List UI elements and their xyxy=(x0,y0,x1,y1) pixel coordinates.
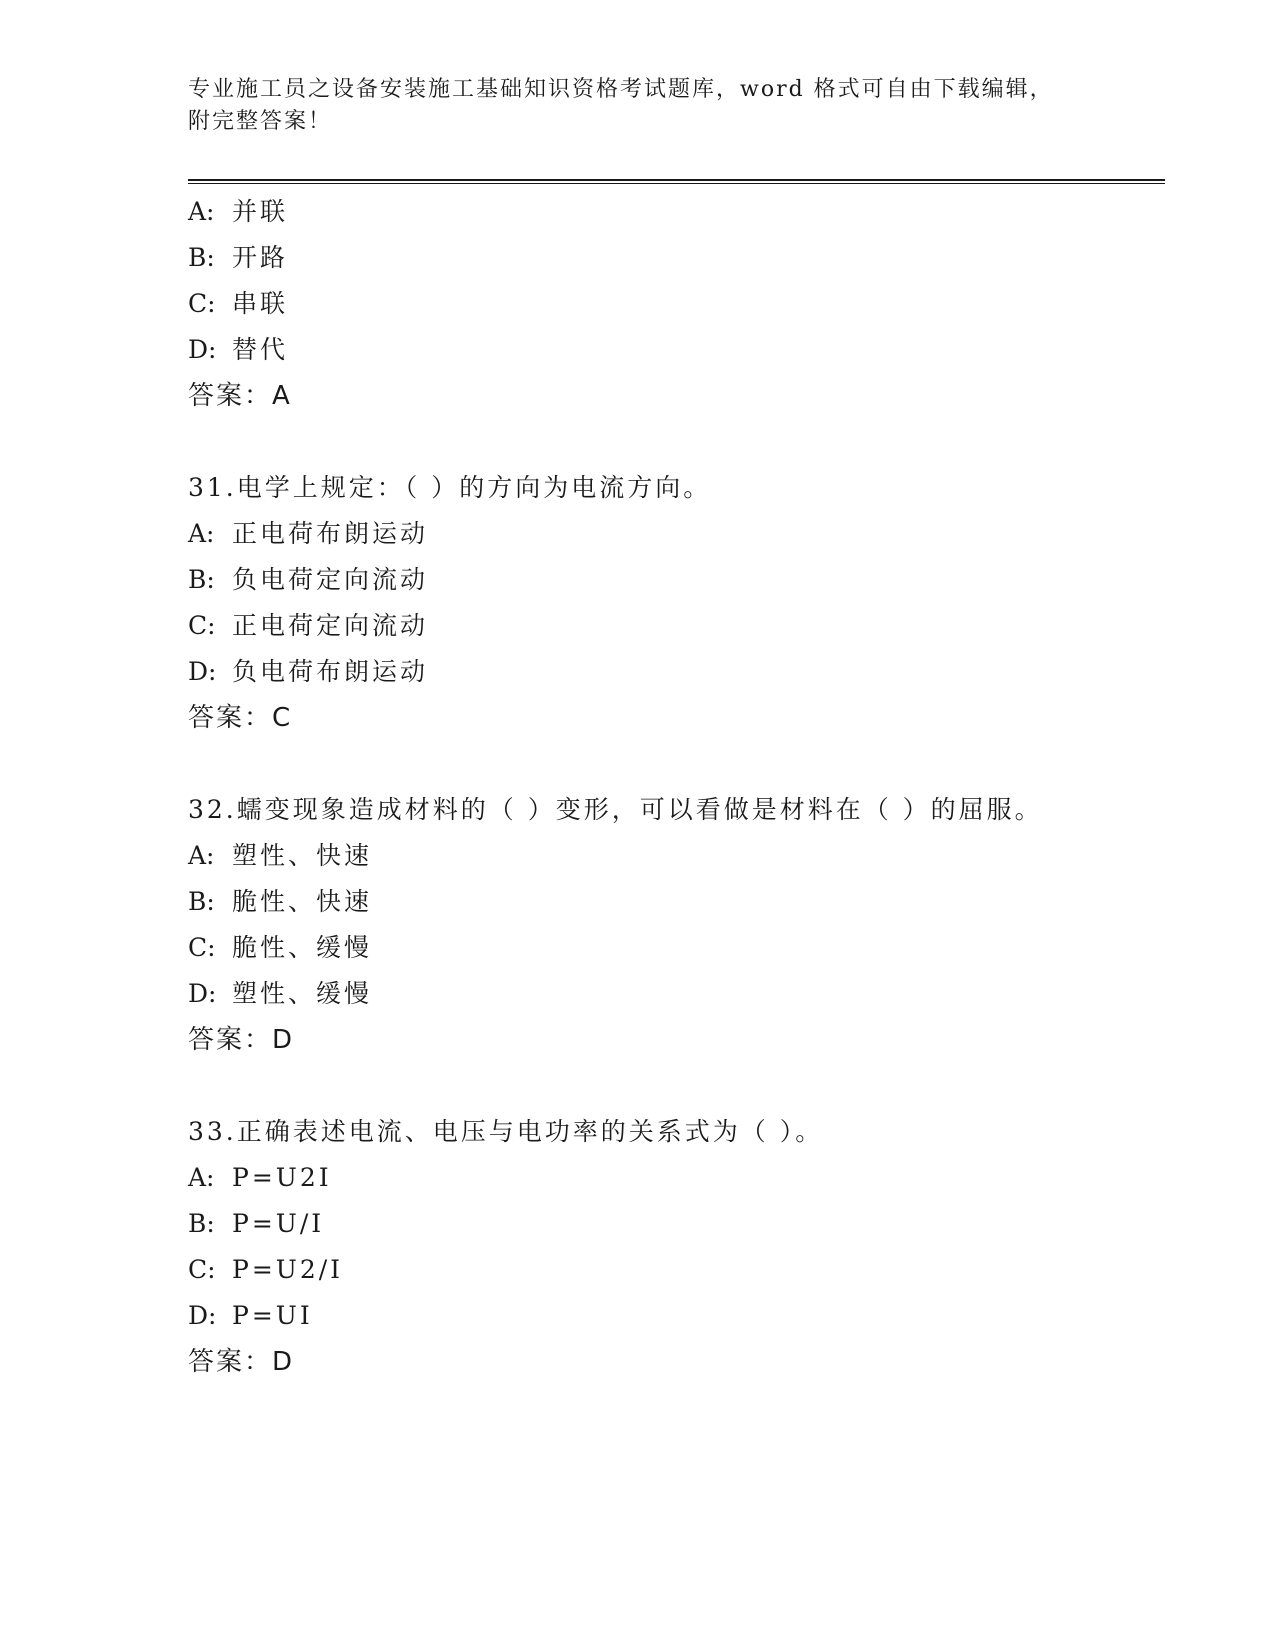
document-header xyxy=(188,74,1068,138)
option-b xyxy=(188,1201,1148,1247)
option-b xyxy=(188,557,1148,603)
option-letter: D: xyxy=(188,1301,217,1330)
option-letter: C: xyxy=(188,611,216,640)
option-d xyxy=(188,1293,1148,1339)
question-stem: 31.电学上规定：（ ）的方向为电流方向。 xyxy=(188,473,712,502)
option-d xyxy=(188,327,1148,373)
option-text: 塑性、快速 xyxy=(232,841,373,870)
question-block-32 xyxy=(188,787,1148,1063)
option-letter: A: xyxy=(188,1163,215,1192)
option-text: 开路 xyxy=(232,243,289,272)
question-stem: 32.蠕变现象造成材料的（ ）变形，可以看做是材料在（ ）的屈服。 xyxy=(188,795,1043,824)
option-letter: A: xyxy=(188,197,215,226)
option-c xyxy=(188,281,1148,327)
option-d xyxy=(188,649,1148,695)
option-letter: B: xyxy=(188,887,215,916)
answer-line: 答案：D xyxy=(188,1025,295,1055)
question-block-30 xyxy=(188,189,1148,419)
option-letter: D: xyxy=(188,657,217,686)
option-letter: D: xyxy=(188,335,217,364)
option-text: 负电荷布朗运动 xyxy=(232,657,429,686)
option-letter: A: xyxy=(188,519,215,548)
header-divider xyxy=(188,179,1165,184)
option-letter: A: xyxy=(188,841,215,870)
option-c xyxy=(188,603,1148,649)
option-a xyxy=(188,189,1148,235)
answer-line: 答案：D xyxy=(188,1347,295,1377)
spacer xyxy=(188,1063,1148,1109)
header-line-1: 专业施工员之设备安装施工基础知识资格考试题库，word 格式可自由下载编辑， xyxy=(188,77,1054,102)
option-a xyxy=(188,833,1148,879)
option-letter: C: xyxy=(188,289,216,318)
option-b xyxy=(188,879,1148,925)
option-c xyxy=(188,925,1148,971)
question-stem: 33.正确表述电流、电压与电功率的关系式为（ ）。 xyxy=(188,1117,824,1146)
option-letter: B: xyxy=(188,243,215,272)
spacer xyxy=(188,419,1148,465)
spacer xyxy=(188,741,1148,787)
option-text: P=U2/I xyxy=(232,1255,344,1284)
option-c xyxy=(188,1247,1148,1293)
option-letter: B: xyxy=(188,1209,215,1238)
option-letter: D: xyxy=(188,979,217,1008)
option-text: 负电荷定向流动 xyxy=(232,565,429,594)
option-text: 脆性、缓慢 xyxy=(232,933,373,962)
option-letter: C: xyxy=(188,1255,216,1284)
option-text: 正电荷定向流动 xyxy=(232,611,429,640)
question-list xyxy=(188,189,1148,1385)
option-a xyxy=(188,1155,1148,1201)
option-letter: B: xyxy=(188,565,215,594)
option-b xyxy=(188,235,1148,281)
option-text: 替代 xyxy=(232,335,289,364)
answer-line: 答案：C xyxy=(188,703,293,733)
option-text: 正电荷布朗运动 xyxy=(232,519,429,548)
option-text: 脆性、快速 xyxy=(232,887,373,916)
option-text: P=U/I xyxy=(232,1209,325,1238)
option-letter: C: xyxy=(188,933,216,962)
header-line-2: 附完整答案！ xyxy=(188,109,333,134)
question-block-31 xyxy=(188,465,1148,741)
option-text: 并联 xyxy=(232,197,289,226)
question-block-33 xyxy=(188,1109,1148,1385)
option-text: P=U2I xyxy=(232,1163,332,1192)
option-a xyxy=(188,511,1148,557)
answer-line: 答案：A xyxy=(188,381,292,411)
option-text: 串联 xyxy=(232,289,289,318)
option-d xyxy=(188,971,1148,1017)
option-text: P=UI xyxy=(232,1301,313,1330)
option-text: 塑性、缓慢 xyxy=(232,979,373,1008)
